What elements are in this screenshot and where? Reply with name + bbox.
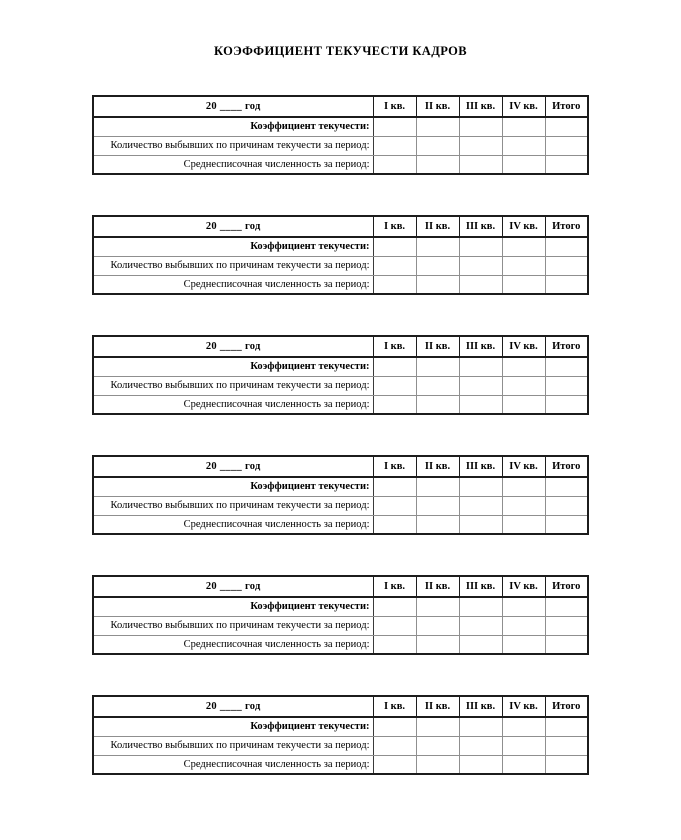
value-cell: [459, 717, 502, 736]
value-cell: [545, 237, 588, 256]
year-header-cell: 20 ____ год: [93, 456, 373, 477]
table-row: [93, 717, 588, 736]
value-cell: [416, 155, 459, 174]
quarter-3-header: III кв.: [459, 456, 502, 477]
year-header-cell: 20 ____ год: [93, 96, 373, 117]
turnover-table: [92, 95, 589, 175]
quarter-1-header: I кв.: [373, 336, 416, 357]
row-label: Коэффициент текучести:: [93, 597, 373, 616]
year-header-cell: 20 ____ год: [93, 216, 373, 237]
value-cell: [502, 136, 545, 155]
value-cell: [459, 275, 502, 294]
quarter-4-header: IV кв.: [502, 96, 545, 117]
value-cell: [459, 117, 502, 136]
quarter-3-header: III кв.: [459, 336, 502, 357]
value-cell: [502, 357, 545, 376]
value-cell: [416, 755, 459, 774]
table-row: [93, 357, 588, 376]
row-label: Среднесписочная численность за период:: [93, 275, 373, 294]
value-cell: [502, 736, 545, 755]
table-header-row: [93, 576, 588, 597]
value-cell: [373, 496, 416, 515]
value-cell: [373, 376, 416, 395]
quarter-4-header: IV кв.: [502, 216, 545, 237]
value-cell: [545, 755, 588, 774]
table-row: [93, 597, 588, 616]
value-cell: [545, 155, 588, 174]
value-cell: [459, 755, 502, 774]
quarter-2-header: II кв.: [416, 576, 459, 597]
value-cell: [459, 237, 502, 256]
value-cell: [545, 117, 588, 136]
row-label: Среднесписочная численность за период:: [93, 155, 373, 174]
value-cell: [373, 717, 416, 736]
value-cell: [373, 155, 416, 174]
value-cell: [502, 597, 545, 616]
table-row: [93, 155, 588, 174]
value-cell: [459, 515, 502, 534]
row-label: Коэффициент текучести:: [93, 117, 373, 136]
row-label: Количество выбывших по причинам текучести за период:: [93, 736, 373, 755]
value-cell: [459, 376, 502, 395]
value-cell: [459, 616, 502, 635]
turnover-table: [92, 455, 589, 535]
value-cell: [459, 496, 502, 515]
quarter-1-header: I кв.: [373, 96, 416, 117]
quarter-4-header: IV кв.: [502, 696, 545, 717]
value-cell: [545, 736, 588, 755]
quarter-3-header: III кв.: [459, 576, 502, 597]
quarter-4-header: IV кв.: [502, 336, 545, 357]
value-cell: [502, 755, 545, 774]
value-cell: [545, 357, 588, 376]
quarter-1-header: I кв.: [373, 576, 416, 597]
quarter-2-header: II кв.: [416, 216, 459, 237]
value-cell: [416, 616, 459, 635]
value-cell: [459, 136, 502, 155]
value-cell: [459, 736, 502, 755]
row-label: Коэффициент текучести:: [93, 717, 373, 736]
value-cell: [545, 275, 588, 294]
value-cell: [373, 755, 416, 774]
table-header-row: [93, 216, 588, 237]
value-cell: [502, 256, 545, 275]
value-cell: [416, 635, 459, 654]
value-cell: [545, 635, 588, 654]
value-cell: [545, 136, 588, 155]
row-label: Среднесписочная численность за период:: [93, 395, 373, 414]
value-cell: [459, 395, 502, 414]
value-cell: [416, 515, 459, 534]
value-cell: [502, 275, 545, 294]
value-cell: [373, 477, 416, 496]
value-cell: [373, 357, 416, 376]
row-label: Количество выбывших по причинам текучести за период:: [93, 256, 373, 275]
table-header-row: [93, 96, 588, 117]
row-label: Среднесписочная численность за период:: [93, 755, 373, 774]
value-cell: [545, 395, 588, 414]
value-cell: [459, 635, 502, 654]
value-cell: [502, 616, 545, 635]
quarter-1-header: I кв.: [373, 456, 416, 477]
value-cell: [545, 717, 588, 736]
table-row: [93, 256, 588, 275]
value-cell: [416, 237, 459, 256]
value-cell: [502, 155, 545, 174]
page-title: КОЭФФИЦИЕНТ ТЕКУЧЕСТИ КАДРОВ: [213, 44, 468, 58]
value-cell: [502, 117, 545, 136]
value-cell: [416, 496, 459, 515]
quarter-2-header: II кв.: [416, 96, 459, 117]
value-cell: [459, 597, 502, 616]
value-cell: [416, 376, 459, 395]
value-cell: [373, 736, 416, 755]
value-cell: [416, 477, 459, 496]
table-row: [93, 635, 588, 654]
value-cell: [373, 117, 416, 136]
value-cell: [416, 597, 459, 616]
table-header-row: [93, 696, 588, 717]
quarter-2-header: II кв.: [416, 696, 459, 717]
value-cell: [459, 155, 502, 174]
turnover-table: [92, 575, 589, 655]
turnover-table: [92, 695, 589, 775]
table-header-row: [93, 456, 588, 477]
table-row: [93, 376, 588, 395]
row-label: Количество выбывших по причинам текучести за период:: [93, 496, 373, 515]
value-cell: [416, 357, 459, 376]
total-header: Итого: [545, 696, 588, 717]
value-cell: [416, 275, 459, 294]
value-cell: [416, 256, 459, 275]
row-label: Среднесписочная численность за период:: [93, 635, 373, 654]
value-cell: [545, 256, 588, 275]
row-label: Коэффициент текучести:: [93, 357, 373, 376]
table-row: [93, 755, 588, 774]
row-label: Коэффициент текучести:: [93, 237, 373, 256]
quarter-3-header: III кв.: [459, 696, 502, 717]
value-cell: [416, 395, 459, 414]
value-cell: [373, 597, 416, 616]
table-row: [93, 496, 588, 515]
table-row: [93, 275, 588, 294]
value-cell: [545, 616, 588, 635]
quarter-4-header: IV кв.: [502, 576, 545, 597]
row-label: Количество выбывших по причинам текучести за период:: [93, 376, 373, 395]
total-header: Итого: [545, 576, 588, 597]
row-label: Количество выбывших по причинам текучести за период:: [93, 136, 373, 155]
total-header: Итого: [545, 216, 588, 237]
row-label: Среднесписочная численность за период:: [93, 515, 373, 534]
value-cell: [373, 237, 416, 256]
table-row: [93, 736, 588, 755]
value-cell: [373, 635, 416, 654]
value-cell: [416, 736, 459, 755]
year-header-cell: 20 ____ год: [93, 696, 373, 717]
value-cell: [416, 117, 459, 136]
total-header: Итого: [545, 336, 588, 357]
value-cell: [502, 496, 545, 515]
value-cell: [416, 136, 459, 155]
value-cell: [502, 635, 545, 654]
table-row: [93, 136, 588, 155]
quarter-3-header: III кв.: [459, 216, 502, 237]
table-row: [93, 515, 588, 534]
value-cell: [502, 376, 545, 395]
value-cell: [502, 515, 545, 534]
quarter-1-header: I кв.: [373, 696, 416, 717]
total-header: Итого: [545, 456, 588, 477]
row-label: Количество выбывших по причинам текучести за период:: [93, 616, 373, 635]
turnover-table: [92, 335, 589, 415]
turnover-table: [92, 215, 589, 295]
quarter-4-header: IV кв.: [502, 456, 545, 477]
value-cell: [373, 256, 416, 275]
value-cell: [373, 136, 416, 155]
quarter-2-header: II кв.: [416, 336, 459, 357]
value-cell: [545, 496, 588, 515]
value-cell: [459, 256, 502, 275]
value-cell: [416, 717, 459, 736]
table-row: [93, 117, 588, 136]
table-row: [93, 237, 588, 256]
value-cell: [373, 395, 416, 414]
tables-container: [0, 95, 681, 775]
table-row: [93, 616, 588, 635]
row-label: Коэффициент текучести:: [93, 477, 373, 496]
value-cell: [373, 275, 416, 294]
quarter-1-header: I кв.: [373, 216, 416, 237]
value-cell: [545, 477, 588, 496]
quarter-2-header: II кв.: [416, 456, 459, 477]
value-cell: [502, 477, 545, 496]
total-header: Итого: [545, 96, 588, 117]
table-row: [93, 395, 588, 414]
value-cell: [459, 477, 502, 496]
quarter-3-header: III кв.: [459, 96, 502, 117]
value-cell: [373, 515, 416, 534]
value-cell: [373, 616, 416, 635]
value-cell: [545, 515, 588, 534]
value-cell: [502, 717, 545, 736]
value-cell: [545, 376, 588, 395]
year-header-cell: 20 ____ год: [93, 336, 373, 357]
year-header-cell: 20 ____ год: [93, 576, 373, 597]
value-cell: [459, 357, 502, 376]
value-cell: [502, 237, 545, 256]
value-cell: [502, 395, 545, 414]
value-cell: [545, 597, 588, 616]
table-row: [93, 477, 588, 496]
table-header-row: [93, 336, 588, 357]
